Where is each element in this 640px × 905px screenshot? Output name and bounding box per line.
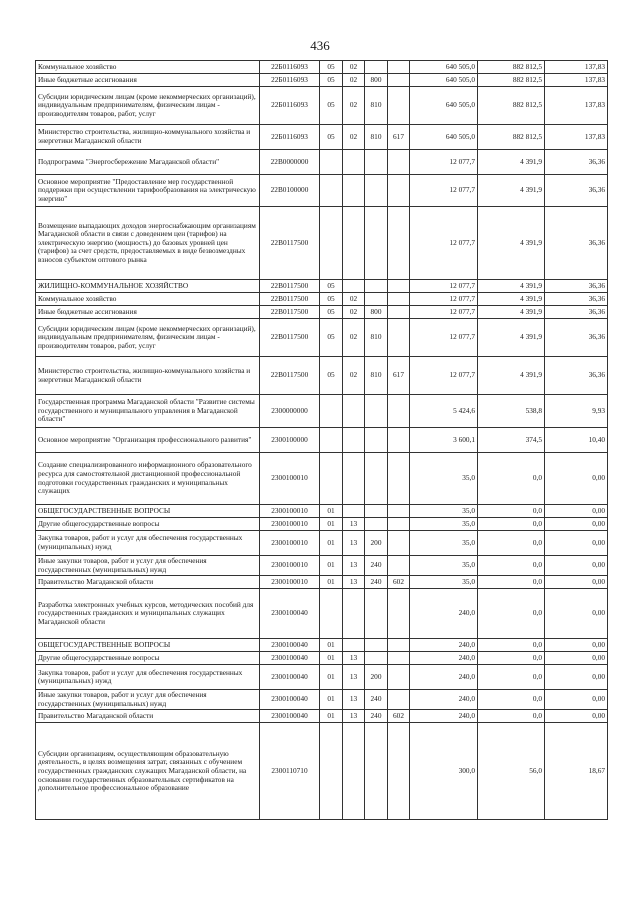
row-fact: 4 391,9 xyxy=(478,150,545,175)
row-rz: 01 xyxy=(320,652,343,665)
row-plan: 12 077,7 xyxy=(410,319,478,357)
table-row xyxy=(36,652,608,665)
row-rz: 05 xyxy=(320,125,343,150)
table-row xyxy=(36,125,608,150)
budget-table xyxy=(35,60,608,820)
row-fact: 0,0 xyxy=(478,665,545,690)
row-fact: 0,0 xyxy=(478,453,545,505)
row-ved xyxy=(388,87,410,125)
row-pct: 18,67 xyxy=(545,723,608,820)
row-fact: 0,0 xyxy=(478,576,545,589)
row-name: Иные закупки товаров, работ и услуг для обеспечения государственных (муниципальных) нужд xyxy=(36,556,260,576)
row-ved xyxy=(388,531,410,556)
row-ved xyxy=(388,428,410,453)
row-rz: 05 xyxy=(320,61,343,74)
row-ved: 617 xyxy=(388,357,410,395)
row-vr: 800 xyxy=(365,74,388,87)
row-rz xyxy=(320,428,343,453)
row-rz: 01 xyxy=(320,556,343,576)
row-ved: 617 xyxy=(388,125,410,150)
table-row xyxy=(36,207,608,280)
row-pct: 0,00 xyxy=(545,505,608,518)
row-pct: 0,00 xyxy=(545,710,608,723)
row-plan: 12 077,7 xyxy=(410,306,478,319)
row-pct: 137,83 xyxy=(545,125,608,150)
row-rz xyxy=(320,395,343,428)
row-pr: 13 xyxy=(343,576,365,589)
row-name: ОБЩЕГОСУДАРСТВЕННЫЕ ВОПРОСЫ xyxy=(36,639,260,652)
table-row xyxy=(36,280,608,293)
row-pct: 36,36 xyxy=(545,293,608,306)
row-plan: 35,0 xyxy=(410,531,478,556)
row-ved xyxy=(388,665,410,690)
row-plan: 640 505,0 xyxy=(410,125,478,150)
row-plan: 12 077,7 xyxy=(410,175,478,207)
row-plan: 240,0 xyxy=(410,652,478,665)
row-ved xyxy=(388,518,410,531)
row-pr: 02 xyxy=(343,319,365,357)
row-name: ЖИЛИЩНО-КОММУНАЛЬНОЕ ХОЗЯЙСТВО xyxy=(36,280,260,293)
row-fact: 0,0 xyxy=(478,518,545,531)
row-vr: 240 xyxy=(365,576,388,589)
row-name: Иные бюджетные ассигнования xyxy=(36,74,260,87)
row-pct: 0,00 xyxy=(545,665,608,690)
row-pr: 02 xyxy=(343,357,365,395)
row-csr: 2300100010 xyxy=(260,505,320,518)
row-name: Субсидии юридическим лицам (кроме некоммерческих организаций), индивидуальным предпринимателям, физическим лицам - производителям товаров, работ, услуг xyxy=(36,319,260,357)
row-fact: 882 812,5 xyxy=(478,125,545,150)
row-fact: 0,0 xyxy=(478,690,545,710)
row-ved xyxy=(388,556,410,576)
row-name: Субсидии юридическим лицам (кроме некоммерческих организаций), индивидуальным предпринимателям, физическим лицам - производителям товаров, работ, услуг xyxy=(36,87,260,125)
row-plan: 240,0 xyxy=(410,690,478,710)
table-row xyxy=(36,576,608,589)
row-csr: 22В0117500 xyxy=(260,207,320,280)
row-rz: 05 xyxy=(320,306,343,319)
row-csr: 22Б0116093 xyxy=(260,74,320,87)
row-pr xyxy=(343,639,365,652)
row-pct: 36,36 xyxy=(545,150,608,175)
row-plan: 35,0 xyxy=(410,576,478,589)
row-ved xyxy=(388,505,410,518)
row-rz: 01 xyxy=(320,505,343,518)
row-csr: 2300100040 xyxy=(260,690,320,710)
row-pct: 137,83 xyxy=(545,74,608,87)
row-vr: 200 xyxy=(365,531,388,556)
row-csr: 22Б0116093 xyxy=(260,125,320,150)
table-row xyxy=(36,690,608,710)
row-vr xyxy=(365,518,388,531)
row-rz: 01 xyxy=(320,710,343,723)
row-name: Иные бюджетные ассигнования xyxy=(36,306,260,319)
row-plan: 35,0 xyxy=(410,556,478,576)
table-row xyxy=(36,505,608,518)
table-row xyxy=(36,428,608,453)
row-fact: 0,0 xyxy=(478,589,545,639)
row-fact: 4 391,9 xyxy=(478,319,545,357)
row-ved xyxy=(388,690,410,710)
row-pct: 0,00 xyxy=(545,531,608,556)
row-csr: 22В0117500 xyxy=(260,280,320,293)
table-row xyxy=(36,293,608,306)
row-pr xyxy=(343,589,365,639)
table-row xyxy=(36,710,608,723)
row-pct: 0,00 xyxy=(545,556,608,576)
row-name: Иные закупки товаров, работ и услуг для обеспечения государственных (муниципальных) нужд xyxy=(36,690,260,710)
row-fact: 0,0 xyxy=(478,531,545,556)
row-rz: 05 xyxy=(320,280,343,293)
row-name: Государственная программа Магаданской области "Развитие системы государственного и муниципального управления в Магаданской области" xyxy=(36,395,260,428)
table-row xyxy=(36,61,608,74)
row-pct: 0,00 xyxy=(545,639,608,652)
table-row xyxy=(36,518,608,531)
row-fact: 882 812,5 xyxy=(478,74,545,87)
row-plan: 12 077,7 xyxy=(410,150,478,175)
row-pr: 02 xyxy=(343,74,365,87)
row-fact: 374,5 xyxy=(478,428,545,453)
row-ved xyxy=(388,589,410,639)
table-row xyxy=(36,319,608,357)
page-number: 436 xyxy=(310,38,330,53)
table-row xyxy=(36,175,608,207)
row-rz xyxy=(320,453,343,505)
row-pct: 0,00 xyxy=(545,652,608,665)
row-rz: 05 xyxy=(320,74,343,87)
row-fact: 882 812,5 xyxy=(478,61,545,74)
row-name: Коммунальное хозяйство xyxy=(36,61,260,74)
row-pct: 36,36 xyxy=(545,319,608,357)
row-pct: 137,83 xyxy=(545,61,608,74)
row-csr: 22В0117500 xyxy=(260,306,320,319)
row-plan: 240,0 xyxy=(410,710,478,723)
row-name: Другие общегосударственные вопросы xyxy=(36,518,260,531)
row-name: Правительство Магаданской области xyxy=(36,576,260,589)
row-name: Закупка товаров, работ и услуг для обеспечения государственных (муниципальных) нужд xyxy=(36,531,260,556)
row-pr: 02 xyxy=(343,293,365,306)
row-name: Основное мероприятие "Организация профессионального развития" xyxy=(36,428,260,453)
row-vr: 200 xyxy=(365,665,388,690)
row-vr xyxy=(365,280,388,293)
row-pr: 13 xyxy=(343,652,365,665)
row-pr xyxy=(343,150,365,175)
row-name: Разработка электронных учебных курсов, методических пособий для государственных гражданских и муниципальных служащих Магаданской области xyxy=(36,589,260,639)
row-vr xyxy=(365,61,388,74)
row-pr: 13 xyxy=(343,690,365,710)
row-csr: 22В0117500 xyxy=(260,293,320,306)
row-fact: 4 391,9 xyxy=(478,207,545,280)
row-rz xyxy=(320,207,343,280)
row-fact: 4 391,9 xyxy=(478,357,545,395)
row-csr: 2300110710 xyxy=(260,723,320,820)
row-csr: 2300100000 xyxy=(260,428,320,453)
row-csr: 22Б0116093 xyxy=(260,61,320,74)
row-plan: 300,0 xyxy=(410,723,478,820)
row-fact: 4 391,9 xyxy=(478,306,545,319)
row-rz: 01 xyxy=(320,639,343,652)
table-row xyxy=(36,453,608,505)
table-row xyxy=(36,665,608,690)
row-ved xyxy=(388,61,410,74)
row-rz: 05 xyxy=(320,87,343,125)
row-pr xyxy=(343,175,365,207)
row-plan: 640 505,0 xyxy=(410,74,478,87)
row-csr: 2300000000 xyxy=(260,395,320,428)
row-ved: 602 xyxy=(388,576,410,589)
row-plan: 12 077,7 xyxy=(410,280,478,293)
table-row xyxy=(36,306,608,319)
row-pct: 36,36 xyxy=(545,207,608,280)
row-vr xyxy=(365,453,388,505)
row-pct: 36,36 xyxy=(545,280,608,293)
row-rz: 01 xyxy=(320,518,343,531)
row-ved xyxy=(388,319,410,357)
row-vr xyxy=(365,723,388,820)
row-vr xyxy=(365,639,388,652)
table-row xyxy=(36,74,608,87)
row-csr: 2300100010 xyxy=(260,453,320,505)
row-ved xyxy=(388,723,410,820)
row-pct: 10,40 xyxy=(545,428,608,453)
table-row xyxy=(36,723,608,820)
row-name: Возмещение выпадающих доходов энергоснабжающим организациям Магаданской области в связи с доведением цен (тарифов) на электрическую энергию (мощность) до базовых уровней цен (тарифов) за счет средств, предоставляемых в виде безвозмездных взносов субъектом оптового рынка xyxy=(36,207,260,280)
row-ved xyxy=(388,175,410,207)
row-rz: 01 xyxy=(320,576,343,589)
table-row xyxy=(36,357,608,395)
row-rz xyxy=(320,175,343,207)
table-row xyxy=(36,531,608,556)
row-csr: 2300100040 xyxy=(260,710,320,723)
row-pr: 13 xyxy=(343,710,365,723)
row-plan: 240,0 xyxy=(410,639,478,652)
row-pr: 02 xyxy=(343,87,365,125)
table-row xyxy=(36,639,608,652)
row-fact: 0,0 xyxy=(478,639,545,652)
row-plan: 35,0 xyxy=(410,505,478,518)
row-pr: 13 xyxy=(343,556,365,576)
row-pct: 36,36 xyxy=(545,306,608,319)
row-fact: 538,8 xyxy=(478,395,545,428)
row-csr: 2300100040 xyxy=(260,589,320,639)
row-csr: 22В0117500 xyxy=(260,357,320,395)
row-ved xyxy=(388,306,410,319)
row-plan: 12 077,7 xyxy=(410,357,478,395)
row-name: ОБЩЕГОСУДАРСТВЕННЫЕ ВОПРОСЫ xyxy=(36,505,260,518)
row-vr xyxy=(365,505,388,518)
row-pct: 0,00 xyxy=(545,589,608,639)
table-row xyxy=(36,589,608,639)
row-rz xyxy=(320,723,343,820)
row-vr: 240 xyxy=(365,556,388,576)
row-vr xyxy=(365,175,388,207)
row-csr: 22Б0116093 xyxy=(260,87,320,125)
row-pr xyxy=(343,207,365,280)
row-csr: 2300100010 xyxy=(260,531,320,556)
row-csr: 2300100040 xyxy=(260,652,320,665)
row-pct: 36,36 xyxy=(545,357,608,395)
row-name: Закупка товаров, работ и услуг для обеспечения государственных (муниципальных) нужд xyxy=(36,665,260,690)
row-ved xyxy=(388,293,410,306)
row-name: Министерство строительства, жилищно-коммунального хозяйства и энергетики Магаданской области xyxy=(36,125,260,150)
row-fact: 0,0 xyxy=(478,710,545,723)
row-ved xyxy=(388,639,410,652)
row-plan: 3 600,1 xyxy=(410,428,478,453)
row-ved xyxy=(388,395,410,428)
row-rz: 01 xyxy=(320,665,343,690)
row-vr: 240 xyxy=(365,710,388,723)
row-fact: 4 391,9 xyxy=(478,280,545,293)
row-name: Создание специализированного информационного образовательного ресурса для самостоятельной дистанционной профессиональной подготовки государственных гражданских и муниципальных служащих xyxy=(36,453,260,505)
row-csr: 2300100010 xyxy=(260,556,320,576)
row-csr: 2300100040 xyxy=(260,665,320,690)
row-name: Основное мероприятие "Предоставление мер государственной поддержки при осуществлении тарифообразования на электрическую энергию" xyxy=(36,175,260,207)
row-csr: 2300100010 xyxy=(260,576,320,589)
row-plan: 640 505,0 xyxy=(410,87,478,125)
row-name: Коммунальное хозяйство xyxy=(36,293,260,306)
row-name: Министерство строительства, жилищно-коммунального хозяйства и энергетики Магаданской области xyxy=(36,357,260,395)
row-rz: 05 xyxy=(320,293,343,306)
row-pr: 02 xyxy=(343,61,365,74)
row-ved: 602 xyxy=(388,710,410,723)
table-row xyxy=(36,150,608,175)
row-plan: 12 077,7 xyxy=(410,293,478,306)
row-name: Правительство Магаданской области xyxy=(36,710,260,723)
table-row xyxy=(36,395,608,428)
row-rz: 01 xyxy=(320,690,343,710)
row-plan: 240,0 xyxy=(410,665,478,690)
row-vr: 800 xyxy=(365,306,388,319)
row-rz xyxy=(320,150,343,175)
row-vr xyxy=(365,207,388,280)
row-pct: 0,00 xyxy=(545,518,608,531)
row-pr xyxy=(343,453,365,505)
row-csr: 22В0100000 xyxy=(260,175,320,207)
row-ved xyxy=(388,74,410,87)
row-name: Субсидии организациям, осуществляющим образовательную деятельность, в целях возмещения затрат, связанных с обучением государственных гражданских служащих Магаданской области, на основании государственных образовательных сертификатов на дополнительное профессиональное образование xyxy=(36,723,260,820)
row-pr: 13 xyxy=(343,518,365,531)
row-csr: 2300100040 xyxy=(260,639,320,652)
row-vr xyxy=(365,589,388,639)
table-body xyxy=(36,61,608,820)
row-name: Подпрограмма "Энергосбережение Магаданской области" xyxy=(36,150,260,175)
row-vr: 810 xyxy=(365,357,388,395)
row-rz xyxy=(320,589,343,639)
row-pct: 36,36 xyxy=(545,175,608,207)
row-pr: 13 xyxy=(343,531,365,556)
row-plan: 35,0 xyxy=(410,518,478,531)
row-vr xyxy=(365,652,388,665)
row-ved xyxy=(388,150,410,175)
row-csr: 2300100010 xyxy=(260,518,320,531)
row-rz: 05 xyxy=(320,319,343,357)
row-fact: 0,0 xyxy=(478,652,545,665)
row-fact: 0,0 xyxy=(478,505,545,518)
row-ved xyxy=(388,453,410,505)
row-pr xyxy=(343,723,365,820)
row-fact: 56,0 xyxy=(478,723,545,820)
row-vr: 810 xyxy=(365,87,388,125)
row-rz: 01 xyxy=(320,531,343,556)
row-csr: 22В0117500 xyxy=(260,319,320,357)
row-pct: 0,00 xyxy=(545,576,608,589)
row-plan: 12 077,7 xyxy=(410,207,478,280)
row-pct: 0,00 xyxy=(545,453,608,505)
row-pr: 02 xyxy=(343,125,365,150)
row-pct: 0,00 xyxy=(545,690,608,710)
table-row xyxy=(36,556,608,576)
row-vr xyxy=(365,428,388,453)
row-fact: 4 391,9 xyxy=(478,293,545,306)
row-vr xyxy=(365,395,388,428)
row-pct: 137,83 xyxy=(545,87,608,125)
table-row xyxy=(36,87,608,125)
row-pr xyxy=(343,428,365,453)
row-ved xyxy=(388,652,410,665)
row-plan: 35,0 xyxy=(410,453,478,505)
row-pr xyxy=(343,395,365,428)
row-pr xyxy=(343,280,365,293)
row-name: Другие общегосударственные вопросы xyxy=(36,652,260,665)
row-vr: 240 xyxy=(365,690,388,710)
row-vr: 810 xyxy=(365,125,388,150)
row-ved xyxy=(388,280,410,293)
row-pr: 13 xyxy=(343,665,365,690)
row-vr xyxy=(365,293,388,306)
row-plan: 5 424,6 xyxy=(410,395,478,428)
row-plan: 240,0 xyxy=(410,589,478,639)
row-pr: 02 xyxy=(343,306,365,319)
row-vr: 810 xyxy=(365,319,388,357)
row-rz: 05 xyxy=(320,357,343,395)
row-vr xyxy=(365,150,388,175)
row-plan: 640 505,0 xyxy=(410,61,478,74)
row-fact: 0,0 xyxy=(478,556,545,576)
row-ved xyxy=(388,207,410,280)
row-fact: 4 391,9 xyxy=(478,175,545,207)
row-csr: 22В0000000 xyxy=(260,150,320,175)
row-fact: 882 812,5 xyxy=(478,87,545,125)
row-pr xyxy=(343,505,365,518)
row-pct: 9,93 xyxy=(545,395,608,428)
